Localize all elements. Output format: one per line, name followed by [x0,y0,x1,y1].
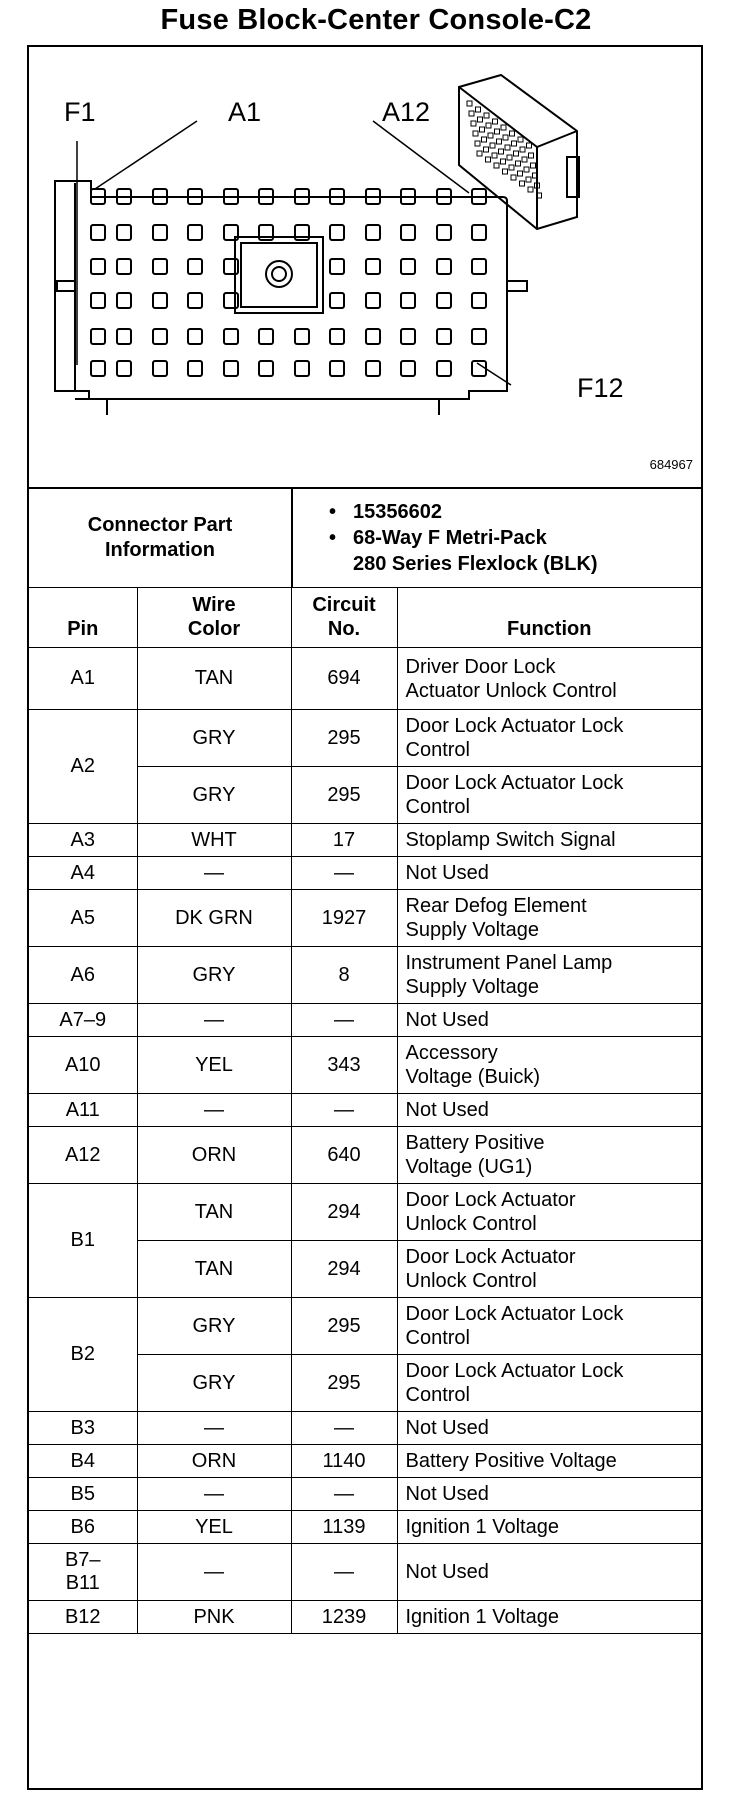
iso-cavity [499,149,504,154]
function-cell: Not Used [397,857,701,890]
pin-cavity [91,259,105,274]
side-latch [57,281,75,291]
pin-cavity [224,361,238,376]
table-row [29,1412,701,1445]
table-row [29,1478,701,1511]
wire-color-cell: — [137,1544,291,1601]
center-post-hole-inner [272,267,286,281]
table-row [29,1298,701,1355]
pin-cavity [366,259,380,274]
iso-cavity [518,171,523,176]
iso-cavity [488,133,493,138]
function-cell: Not Used [397,1412,701,1445]
connector-info-values [292,488,701,587]
pin-cavity [330,293,344,308]
function-cell: Battery Positive Voltage (UG1) [397,1127,701,1184]
circuit-cell: 294 [291,1184,397,1241]
pinout-table [29,587,701,1634]
pin-cavity [91,225,105,240]
connector-description: • 68-Way F Metri-Pack 280 Series Flexlock (BLK) [329,525,701,577]
function-cell: Not Used [397,1094,701,1127]
function-cell: Door Lock Actuator Unlock Control [397,1241,701,1298]
part-number: • 15356602 [329,499,701,525]
page-title: Fuse Block-Center Console-C2 [160,4,592,36]
pin-cell: B12 [29,1601,137,1634]
pin-cavity [472,329,486,344]
iso-cavity [473,131,478,136]
circuit-cell: 1140 [291,1445,397,1478]
pin-cell: B5 [29,1478,137,1511]
table-row [29,1004,701,1037]
pin-cavity [117,293,131,308]
iso-cavity [503,169,508,174]
function-cell: Door Lock Actuator Lock Control [397,1355,701,1412]
wire-color-cell: WHT [137,824,291,857]
iso-cavity [482,137,487,142]
wire-color-cell: GRY [137,767,291,824]
pin-cell: A12 [29,1127,137,1184]
pin-cavity [330,259,344,274]
iso-cavity [469,111,474,116]
pin-cavity [437,293,451,308]
pin-cavity [117,361,131,376]
leader-f12 [477,363,511,385]
header-wire-color: Wire Color [137,588,291,648]
circuit-cell: 640 [291,1127,397,1184]
pin-cavity [91,293,105,308]
circuit-cell: 1139 [291,1511,397,1544]
pin-cavity [117,225,131,240]
circuit-cell: 1239 [291,1601,397,1634]
table-row [29,1511,701,1544]
pin-cavity [330,329,344,344]
pin-cavity [153,259,167,274]
pin-cavity [401,293,415,308]
iso-cavity [486,123,491,128]
center-post-outer [235,237,323,313]
label-a1: A1 [228,97,262,127]
wire-color-cell: YEL [137,1037,291,1094]
pin-cavity [472,361,486,376]
table-row [29,1127,701,1184]
pin-cavity [437,329,451,344]
wire-color-cell: — [137,1478,291,1511]
iso-cavity [511,175,516,180]
function-cell: Door Lock Actuator Lock Control [397,1298,701,1355]
iso-cavity [503,135,508,140]
table-row [29,648,701,710]
iso-cavity [478,117,483,122]
pin-cell: A11 [29,1094,137,1127]
pin-cavity [295,329,309,344]
iso-cavity [522,157,527,162]
function-cell: Rear Defog Element Supply Voltage [397,890,701,947]
table-row [29,824,701,857]
wire-color-cell: — [137,1412,291,1445]
pin-cavity [472,259,486,274]
pin-cell: B6 [29,1511,137,1544]
pin-cavity [295,361,309,376]
iso-cavity [484,147,489,152]
pin-cavity [366,225,380,240]
iso-cavity [467,101,472,106]
iso-cavity [475,141,480,146]
table-row [29,890,701,947]
table-row [29,1544,701,1601]
iso-cavity [476,107,481,112]
table-row [29,1601,701,1634]
side-latch [507,281,527,291]
circuit-cell: — [291,1004,397,1037]
table-row [29,857,701,890]
wire-color-cell: DK GRN [137,890,291,947]
function-cell: Accessory Voltage (Buick) [397,1037,701,1094]
iso-connector-edge [459,87,577,229]
iso-cavity [505,145,510,150]
connector-info-label: Connector Part Information [29,488,292,587]
figure-number: 684967 [649,457,693,472]
wire-color-cell: GRY [137,1298,291,1355]
circuit-cell: — [291,1412,397,1445]
pin-cell: A4 [29,857,137,890]
leader-a1 [95,121,197,189]
pin-cell: B1 [29,1184,137,1298]
pin-cavity [366,293,380,308]
pin-cavity [259,329,273,344]
pin-cell: A3 [29,824,137,857]
pin-cell: B7– B11 [29,1544,137,1601]
iso-cavity [480,127,485,132]
table-row [29,947,701,1004]
pin-cell: A6 [29,947,137,1004]
pin-cavity [330,361,344,376]
pin-cavity [153,329,167,344]
circuit-cell: 694 [291,648,397,710]
iso-cavity [526,177,531,182]
iso-cavity [524,167,529,172]
label-a12: A12 [382,97,431,127]
pin-cavity [153,225,167,240]
iso-cavity [528,187,533,192]
circuit-cell: 17 [291,824,397,857]
pin-cavity [401,225,415,240]
pin-cell: A5 [29,890,137,947]
iso-cavity [497,139,502,144]
table-row [29,1094,701,1127]
wire-color-cell: YEL [137,1511,291,1544]
circuit-cell: — [291,1544,397,1601]
iso-cavity [520,181,525,186]
pin-cavity [472,225,486,240]
table-header-row [29,588,701,648]
connector-diagram [29,47,701,487]
iso-cavity [494,163,499,168]
iso-cavity [495,129,500,134]
wire-color-cell: GRY [137,1355,291,1412]
iso-cavity [510,131,515,136]
pin-cavity [153,293,167,308]
header-function: Function [397,588,701,648]
pin-cavity [259,361,273,376]
label-f12: F12 [577,373,624,403]
pin-cavity [437,259,451,274]
pin-cavity [117,259,131,274]
iso-cavity [490,143,495,148]
pin-cavity [153,361,167,376]
table-row [29,710,701,767]
pin-cavity [437,225,451,240]
function-cell: Not Used [397,1478,701,1511]
circuit-cell: — [291,857,397,890]
circuit-cell: 295 [291,1298,397,1355]
pin-cell: A10 [29,1037,137,1094]
pin-cavity [91,329,105,344]
iso-cavity [471,121,476,126]
circuit-cell: — [291,1478,397,1511]
circuit-cell: 295 [291,1355,397,1412]
iso-cavity [507,155,512,160]
iso-cavity [493,119,498,124]
iso-cavity [501,125,506,130]
function-cell: Not Used [397,1004,701,1037]
wire-color-cell: TAN [137,1241,291,1298]
iso-cavity [486,157,491,162]
table-row [29,1445,701,1478]
wire-color-cell: — [137,1004,291,1037]
iso-cavity [484,113,489,118]
iso-cavity [492,153,497,158]
wire-color-cell: TAN [137,1184,291,1241]
pin-cavity [330,225,344,240]
pin-cell: A1 [29,648,137,710]
circuit-cell: 295 [291,767,397,824]
wire-color-cell: TAN [137,648,291,710]
pin-cavity [401,259,415,274]
iso-cavity [520,147,525,152]
wire-color-cell: PNK [137,1601,291,1634]
circuit-cell: 294 [291,1241,397,1298]
pin-cell: B3 [29,1412,137,1445]
circuit-cell: — [291,1094,397,1127]
pin-cavity [188,225,202,240]
leader-a12 [373,121,469,193]
wire-color-cell: — [137,1094,291,1127]
pin-cavity [437,361,451,376]
function-cell: Instrument Panel Lamp Supply Voltage [397,947,701,1004]
header-circuit-no: Circuit No. [291,588,397,648]
pin-cell: A2 [29,710,137,824]
iso-cavity [514,151,519,156]
label-f1: F1 [64,97,96,127]
table-row [29,1184,701,1241]
connector-part-info [29,487,701,587]
iso-cavity [518,137,523,142]
connector-housing [55,181,507,399]
pin-cavity [366,361,380,376]
pin-cell: A7–9 [29,1004,137,1037]
pin-cavity [91,361,105,376]
table-row [29,1037,701,1094]
function-cell: Battery Positive Voltage [397,1445,701,1478]
pin-cavity [224,329,238,344]
pin-cavity [401,329,415,344]
pin-cavity [472,293,486,308]
iso-cavity [512,141,517,146]
iso-cavity [477,151,482,156]
iso-cavity [527,143,532,148]
wire-color-cell: ORN [137,1445,291,1478]
iso-cavity [531,163,536,168]
wire-color-cell: — [137,857,291,890]
circuit-cell: 343 [291,1037,397,1094]
wire-color-cell: GRY [137,947,291,1004]
pin-cavity [188,329,202,344]
function-cell: Ignition 1 Voltage [397,1511,701,1544]
pin-cavity [188,293,202,308]
iso-cavity [501,159,506,164]
circuit-cell: 295 [291,710,397,767]
center-post-inner [241,243,317,307]
iso-cavity [529,153,534,158]
iso-cavity [516,161,521,166]
function-cell: Door Lock Actuator Lock Control [397,710,701,767]
function-cell: Ignition 1 Voltage [397,1601,701,1634]
pin-cavity [188,259,202,274]
pin-cavity [366,329,380,344]
iso-cavity [509,165,514,170]
connector-sheet [27,45,703,1790]
circuit-cell: 1927 [291,890,397,947]
function-cell: Door Lock Actuator Lock Control [397,767,701,824]
pin-cavity [117,329,131,344]
pin-cell: B4 [29,1445,137,1478]
pin-cavity [188,361,202,376]
function-cell: Stoplamp Switch Signal [397,824,701,857]
function-cell: Driver Door Lock Actuator Unlock Control [397,648,701,710]
wire-color-cell: GRY [137,710,291,767]
pin-cavity [401,361,415,376]
header-pin: Pin [29,588,137,648]
pin-cell: B2 [29,1298,137,1412]
function-cell: Door Lock Actuator Unlock Control [397,1184,701,1241]
connector-face-drawing [29,47,701,487]
center-post-hole [266,261,292,287]
wire-color-cell: ORN [137,1127,291,1184]
circuit-cell: 8 [291,947,397,1004]
function-cell: Not Used [397,1544,701,1601]
